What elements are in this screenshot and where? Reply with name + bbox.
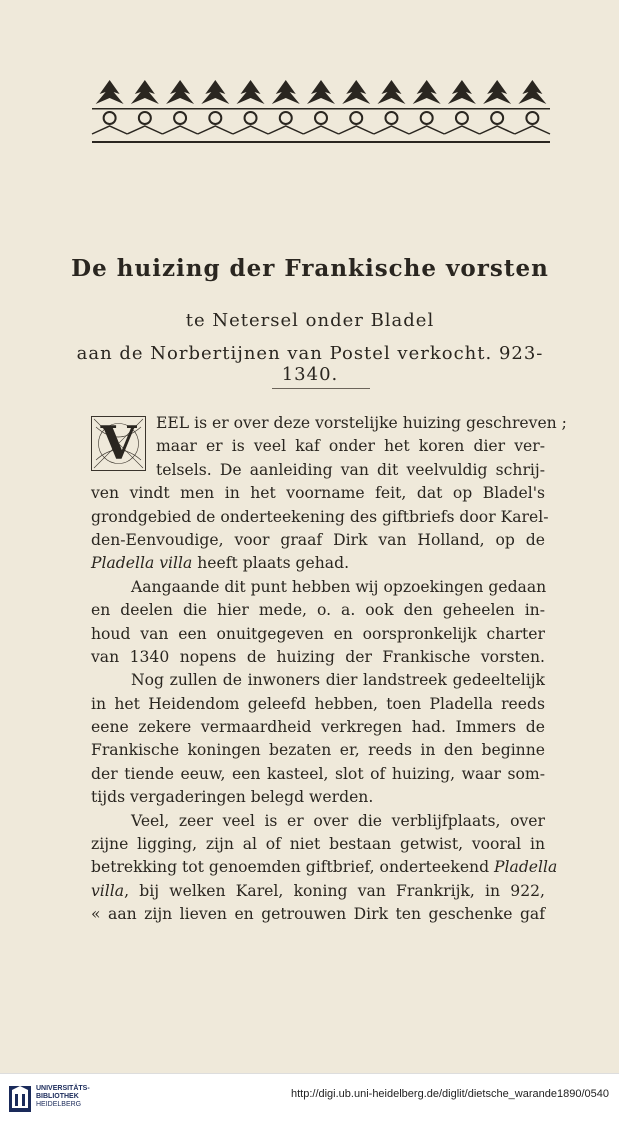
ornament-chevron xyxy=(374,126,409,134)
ornament-chevron xyxy=(515,126,550,134)
ornament-leaf xyxy=(518,80,546,104)
ornament-ring xyxy=(350,112,362,124)
ornamental-header-band xyxy=(92,78,550,144)
text-fragment: , bij welken Karel, koning van Frankrijk, in 922, xyxy=(124,881,545,900)
text-line: tijds vergaderingen belegd werden. xyxy=(91,788,374,807)
ornament-chevron xyxy=(339,126,374,134)
ornament-ring xyxy=(491,112,503,124)
ornament-chevron xyxy=(480,126,515,134)
ornament-ring xyxy=(280,112,292,124)
text-line: Aangaande dit punt hebben wij opzoekingen gedaan xyxy=(131,577,547,596)
text-line: grondgebied de onderteekening des giftbriefs door Karel- xyxy=(91,507,549,526)
ornament-band-line xyxy=(92,108,550,110)
ornament-leaf xyxy=(377,80,405,104)
ornament-chevron xyxy=(162,126,197,134)
ornament-leaf xyxy=(483,80,511,104)
ornament-ring xyxy=(209,112,221,124)
library-name-line: UNIVERSITÄTS- xyxy=(36,1085,90,1092)
text-line: van 1340 nopens de huizing der Frankische vorsten. xyxy=(91,647,545,666)
ornament-ring xyxy=(315,112,327,124)
text-line xyxy=(91,856,558,879)
text-line: eene zekere vermaardheid verkregen had. Immers de xyxy=(91,718,545,737)
text-line: der tiende eeuw, een kasteel, slot of huizing, waar som- xyxy=(91,764,545,783)
ornament-chevron xyxy=(198,126,233,134)
text-line xyxy=(91,552,545,575)
ornament-chevron xyxy=(303,126,338,134)
ornament-ring xyxy=(104,112,116,124)
ornament-ring xyxy=(245,112,257,124)
text-line: Nog zullen de inwoners dier landstreek gedeeltelijk xyxy=(131,671,545,690)
text-line: den-Eenvoudige, voor graaf Dirk van Holland, op de xyxy=(91,530,545,549)
source-url[interactable]: http://digi.ub.uni-heidelberg.de/diglit/dietsche_warande1890/0540 xyxy=(290,1088,609,1100)
text-line: EEL is er over deze vorstelijke huizing geschreven ; xyxy=(156,414,567,432)
ornament-leaf xyxy=(448,80,476,104)
text-line: zijne ligging, zijn al of niet bestaan getwist, vooral in xyxy=(91,835,545,854)
text-line: en deelen die hier mede, o. a. ook den geheelen in- xyxy=(91,601,545,620)
text-line xyxy=(91,880,545,903)
ornament-leaf xyxy=(342,80,370,104)
library-name-line: BIBLIOTHEK xyxy=(36,1093,79,1100)
italic-phrase: Pladella villa xyxy=(91,554,193,573)
article-subtitle-2: aan de Norbertijnen van Postel verkocht. 923-1340. xyxy=(76,343,544,385)
text-line: telsels. De aanleiding van dit veelvuldig schrij- xyxy=(156,460,545,479)
university-library-logo-icon xyxy=(8,1082,32,1114)
text-line: ven vindt men in het voorname feit, dat op Bladel's xyxy=(91,484,545,503)
article-title: De huizing der Frankische vorsten xyxy=(71,255,549,282)
text-line: Veel, zeer veel is er over die verblijfplaats, over xyxy=(131,811,545,830)
ornament-leaf xyxy=(237,80,265,104)
ornament-ring xyxy=(456,112,468,124)
library-name xyxy=(36,1085,90,1109)
ornament-chevron xyxy=(233,126,268,134)
ornament-ring xyxy=(139,112,151,124)
ornament-chevron xyxy=(127,126,162,134)
ornament-leaf xyxy=(307,80,335,104)
ornament-ring xyxy=(421,112,433,124)
drop-cap-initial xyxy=(91,416,146,471)
library-name-line: HEIDELBERG xyxy=(36,1101,82,1108)
ornament-ring xyxy=(385,112,397,124)
ornament-leaf xyxy=(166,80,194,104)
body-text xyxy=(91,412,567,927)
text-line: maar er is veel kaf onder het koren dier ver- xyxy=(156,437,545,456)
ornament-chevron xyxy=(409,126,444,134)
ornament-ring xyxy=(174,112,186,124)
ornament-leaf xyxy=(272,80,300,104)
ornament-ring xyxy=(526,112,538,124)
italic-phrase: villa xyxy=(91,881,125,900)
text-line: Frankische koningen bezaten er, reeds in den beginne xyxy=(91,741,545,760)
ornament-chevron xyxy=(444,126,479,134)
ornament-leaf xyxy=(96,80,124,104)
ornament-leaf xyxy=(131,80,159,104)
text-line: « aan zijn lieven en getrouwen Dirk ten geschenke gaf xyxy=(91,905,545,924)
ornament-chevron xyxy=(92,126,127,134)
ornament-leaf xyxy=(201,80,229,104)
drop-cap-letter: V xyxy=(100,416,137,470)
ornament-chevron xyxy=(268,126,303,134)
text-fragment: heeft plaats gehad. xyxy=(192,554,350,573)
ornament-leaf xyxy=(413,80,441,104)
title-divider xyxy=(272,388,370,389)
text-fragment: betrekking tot genoemden giftbrief, onderteekend xyxy=(91,858,495,877)
text-line: in het Heidendom geleefd hebben, toen Pladella reeds xyxy=(91,694,545,713)
italic-phrase: Pladella xyxy=(494,858,558,877)
text-line: houd van een onuitgegeven en oorspronkelijk charter xyxy=(91,624,545,643)
article-subtitle: te Netersel onder Bladel xyxy=(185,310,435,331)
library-footer xyxy=(0,1073,619,1122)
